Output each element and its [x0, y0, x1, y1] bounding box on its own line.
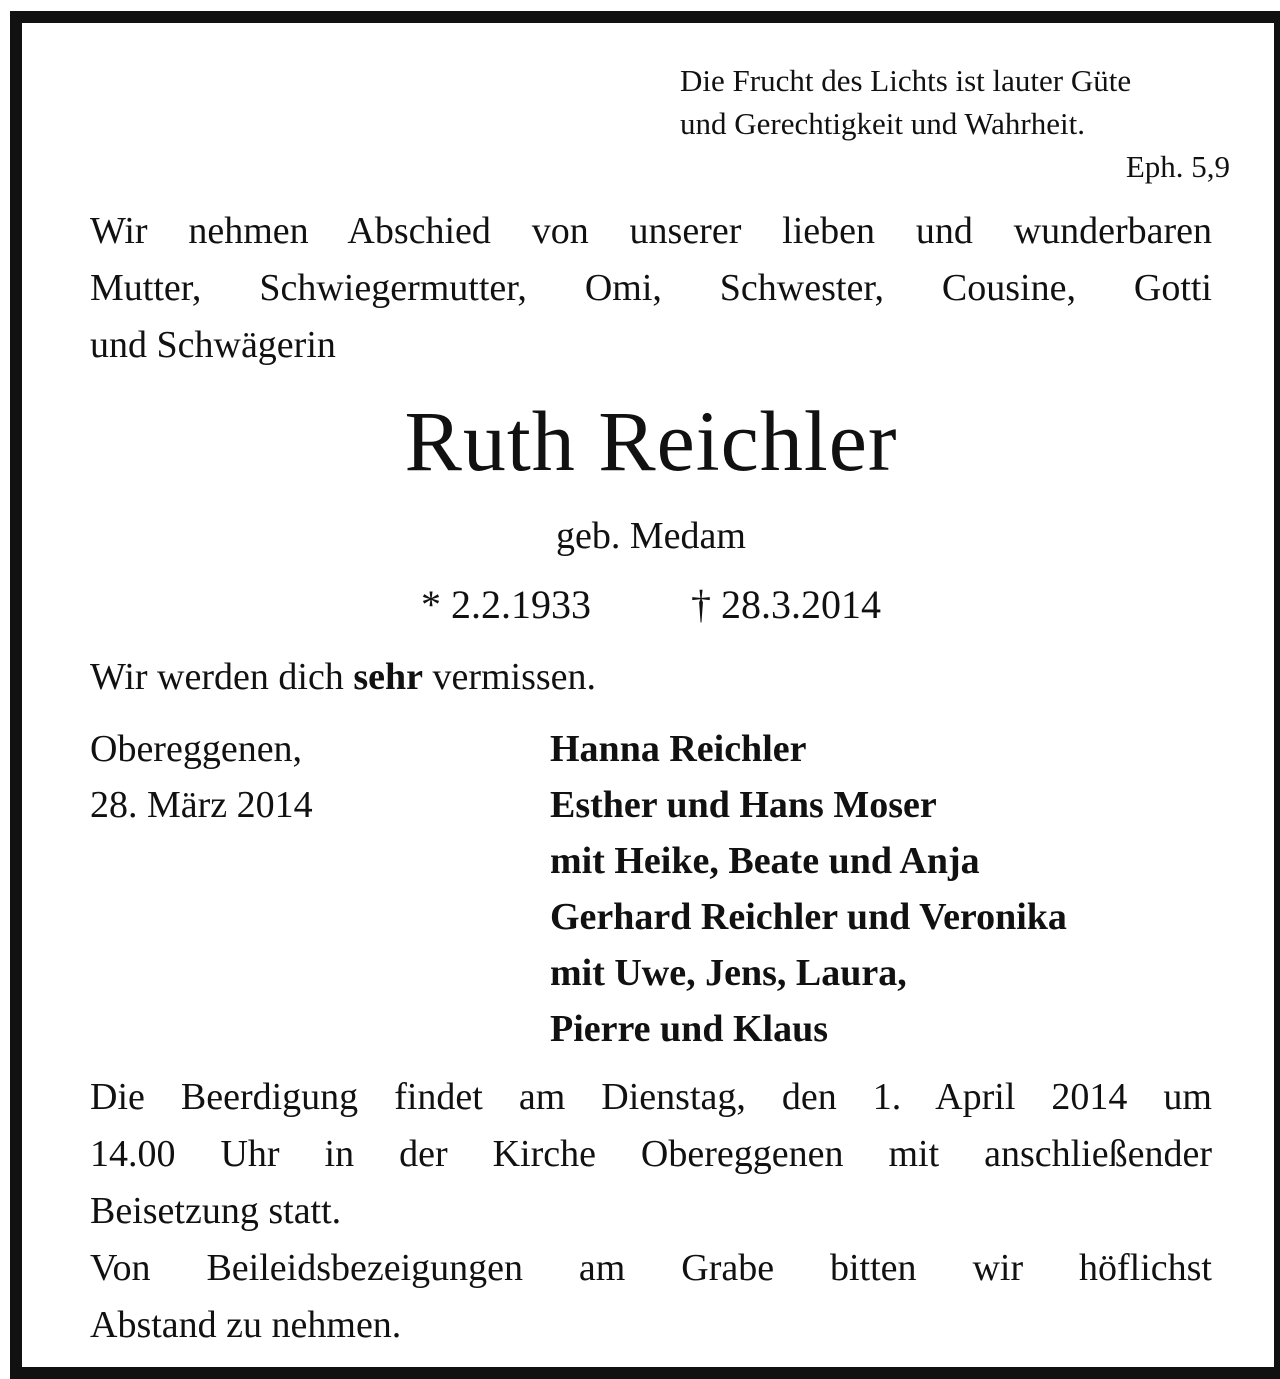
funeral-line-5: Abstand zu nehmen. [90, 1304, 402, 1346]
verse-reference: Eph. 5,9 [1125, 149, 1230, 184]
intro-text [90, 203, 1212, 374]
farewell-after: vermissen. [422, 656, 597, 698]
verse-line-2: und Gerechtigkeit und Wahrheit. [680, 106, 1085, 141]
intro-line-1: Wir nehmen Abschied von unserer lieben und wunderbaren [90, 210, 1212, 252]
life-dates [90, 579, 1212, 631]
verse-line-1: Die Frucht des Lichts ist lauter Güte [680, 63, 1132, 98]
mourner-line: Gerhard Reichler und Veronika [550, 896, 1067, 938]
obituary-frame [10, 11, 1280, 1379]
place: Obereggenen, [90, 728, 303, 770]
mourner-line: Pierre und Klaus [550, 1008, 828, 1050]
intro-line-2: Mutter, Schwiegermutter, Omi, Schwester, Cousine, Gotti [90, 267, 1212, 309]
mourner-line: mit Uwe, Jens, Laura, [550, 952, 907, 994]
maiden-name: geb. Medam [556, 515, 746, 557]
death-date: † 28.3.2014 [691, 582, 881, 627]
deceased-name: Ruth Reichler [404, 393, 898, 489]
funeral-line-4: Von Beileidsbezeigungen am Grabe bitten wir höflichst [90, 1247, 1212, 1289]
intro-line-3: und Schwägerin [90, 324, 336, 366]
funeral-line-1: Die Beerdigung findet am Dienstag, den 1. April 2014 um [90, 1076, 1212, 1118]
mourner-line: Hanna Reichler [550, 728, 807, 770]
funeral-line-3: Beisetzung statt. [90, 1190, 342, 1232]
farewell-line [90, 651, 596, 703]
bible-verse [680, 59, 1230, 188]
date: 28. März 2014 [90, 784, 313, 826]
farewell-emphasis: sehr [353, 656, 423, 698]
obituary-content [90, 23, 1230, 1367]
mourner-line: Esther und Hans Moser [550, 784, 937, 826]
mourners-list [550, 721, 1067, 1057]
birth-date: * 2.2.1933 [421, 582, 591, 627]
farewell-before: Wir werden dich [90, 656, 354, 698]
funeral-notice [90, 1069, 1212, 1354]
mourner-line: mit Heike, Beate und Anja [550, 840, 980, 882]
funeral-line-2: 14.00 Uhr in der Kirche Obereggenen mit anschließender [90, 1133, 1212, 1175]
place-and-date [90, 721, 313, 833]
